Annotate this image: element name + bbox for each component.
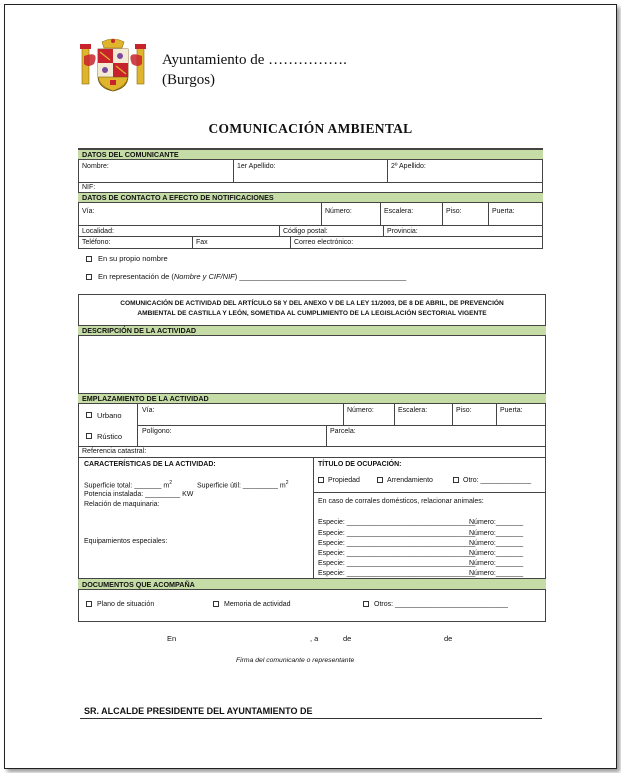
- arrendamiento-checkbox[interactable]: [377, 477, 383, 483]
- superficie-total-field[interactable]: [84, 479, 172, 490]
- fecha-a: , a: [310, 634, 319, 643]
- maquinaria-field[interactable]: Relación de maquinaria:: [84, 501, 160, 508]
- plano-checkbox[interactable]: [86, 601, 92, 607]
- via-field[interactable]: Vía:: [82, 208, 95, 215]
- divider: [496, 404, 497, 425]
- propiedad-label: Propiedad: [328, 477, 360, 484]
- divider: [313, 492, 546, 493]
- divider: [78, 182, 543, 183]
- emp-puerta-field[interactable]: Puerta:: [500, 407, 523, 414]
- plano-label: Plano de situación: [97, 601, 155, 608]
- divider: [279, 225, 280, 236]
- contacto-header: DATOS DE CONTACTO A EFECTO DE NOTIFICACIONES: [78, 192, 543, 203]
- codigo-postal-field[interactable]: Código postal:: [283, 228, 328, 235]
- numero-animal-field[interactable]: Número:_______: [469, 550, 524, 557]
- numero-animal-field[interactable]: Número:_______: [469, 540, 524, 547]
- lugar-en: En: [167, 634, 177, 643]
- firma-caption: Firma del comunicante o representante: [236, 657, 355, 664]
- potencia-field[interactable]: Potencia instalada: _________ KW: [84, 491, 194, 498]
- otros-checkbox[interactable]: [363, 601, 369, 607]
- emp-piso-field[interactable]: Piso:: [456, 407, 472, 414]
- emp-escalera-field[interactable]: Escalera:: [398, 407, 428, 414]
- nombre-field[interactable]: Nombre:: [82, 163, 109, 170]
- otros-field[interactable]: Otros: _____________________________: [374, 601, 508, 608]
- propio-nombre-checkbox[interactable]: [86, 256, 92, 262]
- divider: [78, 446, 546, 447]
- apellido1-field[interactable]: 1er Apellido:: [237, 163, 276, 170]
- apellido2-field[interactable]: 2º Apellido:: [391, 163, 426, 170]
- representacion-label: [98, 272, 406, 282]
- puerta-field[interactable]: Puerta:: [492, 208, 515, 215]
- divider: [192, 236, 193, 249]
- numero-animal-field[interactable]: Número:_______: [469, 519, 524, 526]
- divider: [78, 236, 543, 237]
- fax-field[interactable]: Fax: [196, 239, 208, 246]
- escalera-field[interactable]: Escalera:: [384, 208, 414, 215]
- especie-field[interactable]: Especie: _________________________________: [318, 570, 476, 577]
- divider: [137, 425, 546, 426]
- divider: [343, 404, 344, 425]
- divider: [326, 425, 327, 446]
- alcalde-line: SR. ALCALDE PRESIDENTE DEL AYUNTAMIENTO DE: [84, 706, 313, 716]
- emp-via-field[interactable]: Vía:: [142, 407, 155, 414]
- localidad-field[interactable]: Localidad:: [82, 228, 114, 235]
- city-line1: Ayuntamiento de …………….: [162, 52, 347, 68]
- m2-exponent: 2: [285, 480, 289, 486]
- divider: [233, 160, 234, 182]
- superficie-total-label: Superficie total: _______ m: [84, 482, 170, 490]
- referencia-catastral-field[interactable]: Referencia catastral:: [82, 448, 147, 455]
- divider: [442, 203, 443, 225]
- divider: [387, 160, 388, 182]
- divider: [380, 203, 381, 225]
- representacion-suffix: ) ________________________________________: [234, 272, 407, 281]
- descripcion-area[interactable]: [80, 337, 542, 392]
- divider: [488, 203, 489, 225]
- especie-field[interactable]: Especie: _________________________________: [318, 530, 476, 537]
- especie-field[interactable]: Especie: _________________________________: [318, 560, 476, 567]
- divider: [313, 457, 314, 578]
- nif-field[interactable]: NIF:: [82, 184, 96, 191]
- representacion-checkbox[interactable]: [86, 274, 92, 280]
- divider: [290, 236, 291, 249]
- divider: [452, 404, 453, 425]
- actividad-heading-line1: COMUNICACIÓN DE ACTIVIDAD DEL ARTÍCULO 58 Y DEL ANEXO V DE LA LEY 11/2003, DE 8 DE ABRIL, DE PREVENCIÓN: [120, 300, 504, 307]
- urbano-label: Urbano: [97, 411, 122, 420]
- m2-exponent: 2: [169, 480, 173, 486]
- numero-field[interactable]: Número:: [325, 208, 352, 215]
- divider: [394, 404, 395, 425]
- correo-field[interactable]: Correo electrónico:: [294, 239, 354, 246]
- rustico-label: Rústico: [97, 432, 123, 441]
- equipamientos-field[interactable]: Equipamientos especiales:: [84, 538, 168, 545]
- actividad-heading-line2: AMBIENTAL DE CASTILLA Y LEÓN, SOMETIDA AL CUMPLIMIENTO DE LA LEGISLACIÓN SECTORIAL VIGENTE: [137, 310, 487, 317]
- superficie-util-field[interactable]: [197, 479, 289, 490]
- emplazamiento-header: EMPLAZAMIENTO DE LA ACTIVIDAD: [78, 393, 546, 404]
- propio-nombre-label: En su propio nombre: [98, 254, 168, 263]
- rustico-checkbox[interactable]: [86, 433, 92, 439]
- superficie-util-label: Superficie útil: _________ m: [197, 482, 286, 490]
- caracteristicas-heading: CARACTERÍSTICAS DE LA ACTIVIDAD:: [84, 461, 216, 468]
- especie-field[interactable]: Especie: _________________________________: [318, 519, 476, 526]
- numero-animal-field[interactable]: Número:_______: [469, 530, 524, 537]
- divider: [321, 203, 322, 225]
- divider: [78, 225, 543, 226]
- propiedad-checkbox[interactable]: [318, 477, 324, 483]
- memoria-checkbox[interactable]: [213, 601, 219, 607]
- representacion-prefix: En representación de (: [98, 272, 174, 281]
- divider: [383, 225, 384, 236]
- especie-field[interactable]: Especie: _________________________________: [318, 550, 476, 557]
- especie-field[interactable]: Especie: _________________________________: [318, 540, 476, 547]
- urbano-checkbox[interactable]: [86, 412, 92, 418]
- fecha-de2: de: [444, 634, 453, 643]
- city-line2: (Burgos): [162, 72, 216, 88]
- memoria-label: Memoria de actividad: [224, 601, 291, 608]
- poligono-field[interactable]: Polígono:: [142, 428, 172, 435]
- descripcion-header: DESCRIPCIÓN DE LA ACTIVIDAD: [78, 325, 546, 336]
- page-title: COMUNICACIÓN AMBIENTAL: [208, 121, 413, 136]
- alcalde-underline: [80, 718, 542, 719]
- coat-of-arms-icon: [80, 38, 146, 92]
- ocupacion-heading: TÍTULO DE OCUPACIÓN:: [318, 461, 402, 468]
- piso-field[interactable]: Piso:: [446, 208, 462, 215]
- corrales-note: En caso de corrales domésticos, relacionar animales:: [318, 498, 484, 505]
- otro-field[interactable]: Otro: _____________: [463, 477, 532, 484]
- divider: [78, 457, 546, 458]
- representacion-italic: Nombre y CIF/NIF: [173, 272, 235, 281]
- telefono-field[interactable]: Teléfono:: [82, 239, 111, 246]
- numero-animal-field[interactable]: Número:_______: [469, 570, 524, 577]
- numero-animal-field[interactable]: Número:_______: [469, 560, 524, 567]
- documentos-header: DOCUMENTOS QUE ACOMPAÑA: [78, 578, 546, 590]
- otro-checkbox[interactable]: [453, 477, 459, 483]
- provincia-field[interactable]: Provincia:: [387, 228, 418, 235]
- emp-numero-field[interactable]: Número:: [347, 407, 374, 414]
- parcela-field[interactable]: Parcela:: [330, 428, 356, 435]
- arrendamiento-label: Arrendamiento: [387, 477, 433, 484]
- city-name: [162, 50, 347, 90]
- comunicante-header: DATOS DEL COMUNICANTE: [78, 149, 543, 160]
- fecha-de1: de: [343, 634, 352, 643]
